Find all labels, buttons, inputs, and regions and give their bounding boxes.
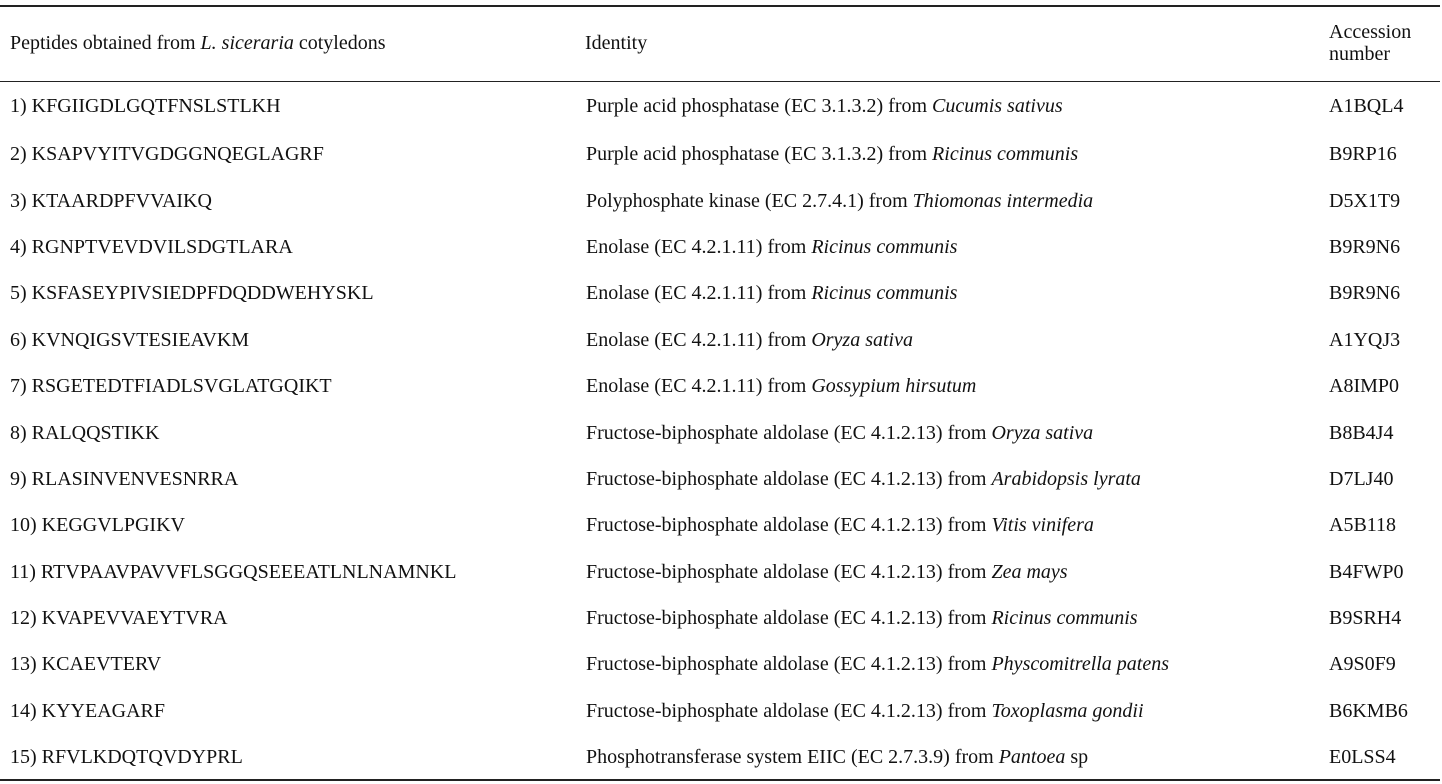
peptide-sequence: 15) RFVLKDQTQVDYPRL (10, 746, 243, 769)
peptide-cell (0, 177, 585, 223)
identity-cell (585, 502, 1320, 548)
accession-number: A8IMP0 (1329, 375, 1400, 398)
accession-cell (1320, 177, 1440, 223)
accession-cell (1320, 224, 1440, 270)
species-name: Oryza sativa (811, 328, 913, 351)
table-row (0, 688, 1440, 734)
species-name: Ricinus communis (991, 607, 1138, 630)
peptide-sequence: 9) RLASINVENVESNRRA (10, 467, 239, 490)
identity-cell (585, 81, 1320, 131)
species-name: Cucumis sativus (932, 95, 1063, 117)
identity-text: Polyphosphate kinase (EC 2.7.4.1) from (586, 189, 913, 212)
peptide-sequence: 2) KSAPVYITVGDGGNQEGLAGRF (10, 143, 324, 166)
accession-number: B4FWP0 (1329, 560, 1404, 583)
accession-cell (1320, 641, 1440, 687)
peptide-sequence: 11) RTVPAAVPAVVFLSGGQSEEEATLNLNAMNKL (10, 560, 457, 583)
species-name: Thiomonas intermedia (912, 189, 1094, 212)
identity-text: Fructose-biphosphate aldolase (EC 4.1.2.13) from (586, 699, 992, 722)
peptide-sequence: 3) KTAARDPFVVAIKQ (10, 189, 212, 212)
peptide-sequence: 14) KYYEAGARF (10, 699, 165, 722)
header-identity-label: Identity (585, 32, 648, 54)
peptide-sequence: 13) KCAEVTERV (10, 653, 162, 676)
peptide-cell (0, 409, 585, 455)
identity-cell (585, 456, 1320, 502)
peptide-cell (0, 270, 585, 316)
identity-cell (585, 595, 1320, 641)
peptide-cell (0, 595, 585, 641)
peptide-sequence: 10) KEGGVLPGIKV (10, 514, 185, 537)
peptide-cell (0, 131, 585, 177)
peptide-cell (0, 502, 585, 548)
header-peptides-suffix: cotyledons (293, 32, 386, 54)
identity-text: Enolase (EC 4.2.1.11) from (586, 235, 812, 258)
identity-cell (585, 317, 1320, 363)
identity-cell (585, 270, 1320, 316)
accession-number: D7LJ40 (1329, 467, 1394, 490)
identity-cell (585, 641, 1320, 687)
identity-text: Purple acid phosphatase (EC 3.1.3.2) from (586, 95, 933, 117)
peptide-cell (0, 317, 585, 363)
table-row (0, 641, 1440, 687)
accession-number: A5B118 (1329, 514, 1397, 537)
accession-number: A1BQL4 (1329, 95, 1404, 117)
accession-number: B6KMB6 (1329, 699, 1408, 722)
identity-text: Enolase (EC 4.2.1.11) from (586, 375, 812, 398)
accession-number: B9RP16 (1329, 143, 1397, 166)
peptide-sequence: 1) KFGIIGDLGQTFNSLSTLKH (10, 95, 281, 117)
identity-text: Fructose-biphosphate aldolase (EC 4.1.2.13) from (586, 421, 992, 444)
identity-cell (585, 363, 1320, 409)
table-body (0, 81, 1440, 780)
header-accession-line2: number (1329, 43, 1391, 65)
header-peptides-prefix: Peptides obtained from (10, 32, 201, 54)
species-name: Physcomitrella patens (991, 653, 1170, 676)
species-name: Vitis vinifera (991, 514, 1094, 537)
header-identity (585, 7, 1320, 81)
accession-number: D5X1T9 (1329, 189, 1401, 212)
table-header-row (0, 7, 1440, 81)
peptide-cell (0, 734, 585, 780)
accession-number: B9R9N6 (1329, 282, 1401, 305)
identity-cell (585, 734, 1320, 780)
accession-number: E0LSS4 (1329, 746, 1396, 769)
accession-cell (1320, 595, 1440, 641)
table-row (0, 549, 1440, 595)
header-peptides (0, 7, 585, 81)
identity-text: Enolase (EC 4.2.1.11) from (586, 328, 812, 351)
identity-text: Phosphotransferase system EIIC (EC 2.7.3.9) from (586, 746, 999, 769)
table-row (0, 270, 1440, 316)
species-name: Ricinus communis (811, 235, 958, 258)
peptide-cell (0, 641, 585, 687)
accession-cell (1320, 409, 1440, 455)
accession-cell (1320, 734, 1440, 780)
accession-cell (1320, 456, 1440, 502)
accession-number: B8B4J4 (1329, 421, 1394, 444)
species-name: Zea mays (991, 560, 1068, 583)
table-row (0, 131, 1440, 177)
peptide-sequence: 7) RSGETEDTFIADLSVGLATGQIKT (10, 375, 332, 398)
accession-cell (1320, 502, 1440, 548)
identity-text: Fructose-biphosphate aldolase (EC 4.1.2.13) from (586, 653, 992, 676)
identity-text: Enolase (EC 4.2.1.11) from (586, 282, 812, 305)
identity-text: Fructose-biphosphate aldolase (EC 4.1.2.13) from (586, 607, 992, 630)
table-row (0, 734, 1440, 780)
accession-number: B9R9N6 (1329, 235, 1401, 258)
accession-cell (1320, 363, 1440, 409)
accession-cell (1320, 131, 1440, 177)
table-row (0, 81, 1440, 131)
header-accession-line1: Accession (1329, 21, 1412, 43)
species-name: Gossypium hirsutum (811, 375, 977, 398)
table-row (0, 409, 1440, 455)
table-row (0, 502, 1440, 548)
table-row (0, 224, 1440, 270)
table-row (0, 317, 1440, 363)
table-row (0, 595, 1440, 641)
accession-number: A9S0F9 (1329, 653, 1396, 676)
table-row (0, 363, 1440, 409)
identity-text: Fructose-biphosphate aldolase (EC 4.1.2.13) from (586, 514, 992, 537)
peptide-identity-table (0, 7, 1440, 780)
peptide-cell (0, 549, 585, 595)
accession-cell (1320, 549, 1440, 595)
accession-cell (1320, 317, 1440, 363)
table-row (0, 456, 1440, 502)
identity-cell (585, 409, 1320, 455)
accession-cell (1320, 81, 1440, 131)
peptide-sequence: 6) KVNQIGSVTESIEAVKM (10, 328, 250, 351)
identity-text: Fructose-biphosphate aldolase (EC 4.1.2.13) from (586, 560, 992, 583)
peptide-sequence: 12) KVAPEVVAEYTVRA (10, 607, 228, 630)
identity-cell (585, 177, 1320, 223)
accession-number: A1YQJ3 (1329, 328, 1401, 351)
species-name: Oryza sativa (991, 421, 1094, 444)
species-name: Ricinus communis (811, 282, 958, 305)
peptide-cell (0, 81, 585, 131)
identity-text: Purple acid phosphatase (EC 3.1.3.2) from (586, 143, 933, 166)
species-name: Toxoplasma gondii (991, 699, 1144, 722)
header-accession (1320, 7, 1440, 81)
peptide-cell (0, 363, 585, 409)
species-suffix: sp (1065, 746, 1089, 769)
accession-cell (1320, 270, 1440, 316)
peptide-sequence: 8) RALQQSTIKK (10, 421, 160, 444)
identity-cell (585, 224, 1320, 270)
species-name: Arabidopsis lyrata (991, 467, 1141, 490)
header-peptides-species: L. siceraria (200, 32, 294, 54)
peptide-cell (0, 456, 585, 502)
peptide-cell (0, 688, 585, 734)
peptide-sequence: 5) KSFASEYPIVSIEDPFDQDDWEHYSKL (10, 282, 374, 305)
peptide-sequence: 4) RGNPTVEVDVILSDGTLARA (10, 235, 293, 258)
identity-cell (585, 688, 1320, 734)
table-row (0, 177, 1440, 223)
accession-cell (1320, 688, 1440, 734)
species-name: Ricinus communis (932, 143, 1079, 166)
accession-number: B9SRH4 (1329, 607, 1402, 630)
identity-cell (585, 131, 1320, 177)
identity-text: Fructose-biphosphate aldolase (EC 4.1.2.13) from (586, 467, 992, 490)
species-name: Pantoea (998, 746, 1066, 769)
peptide-cell (0, 224, 585, 270)
identity-cell (585, 549, 1320, 595)
